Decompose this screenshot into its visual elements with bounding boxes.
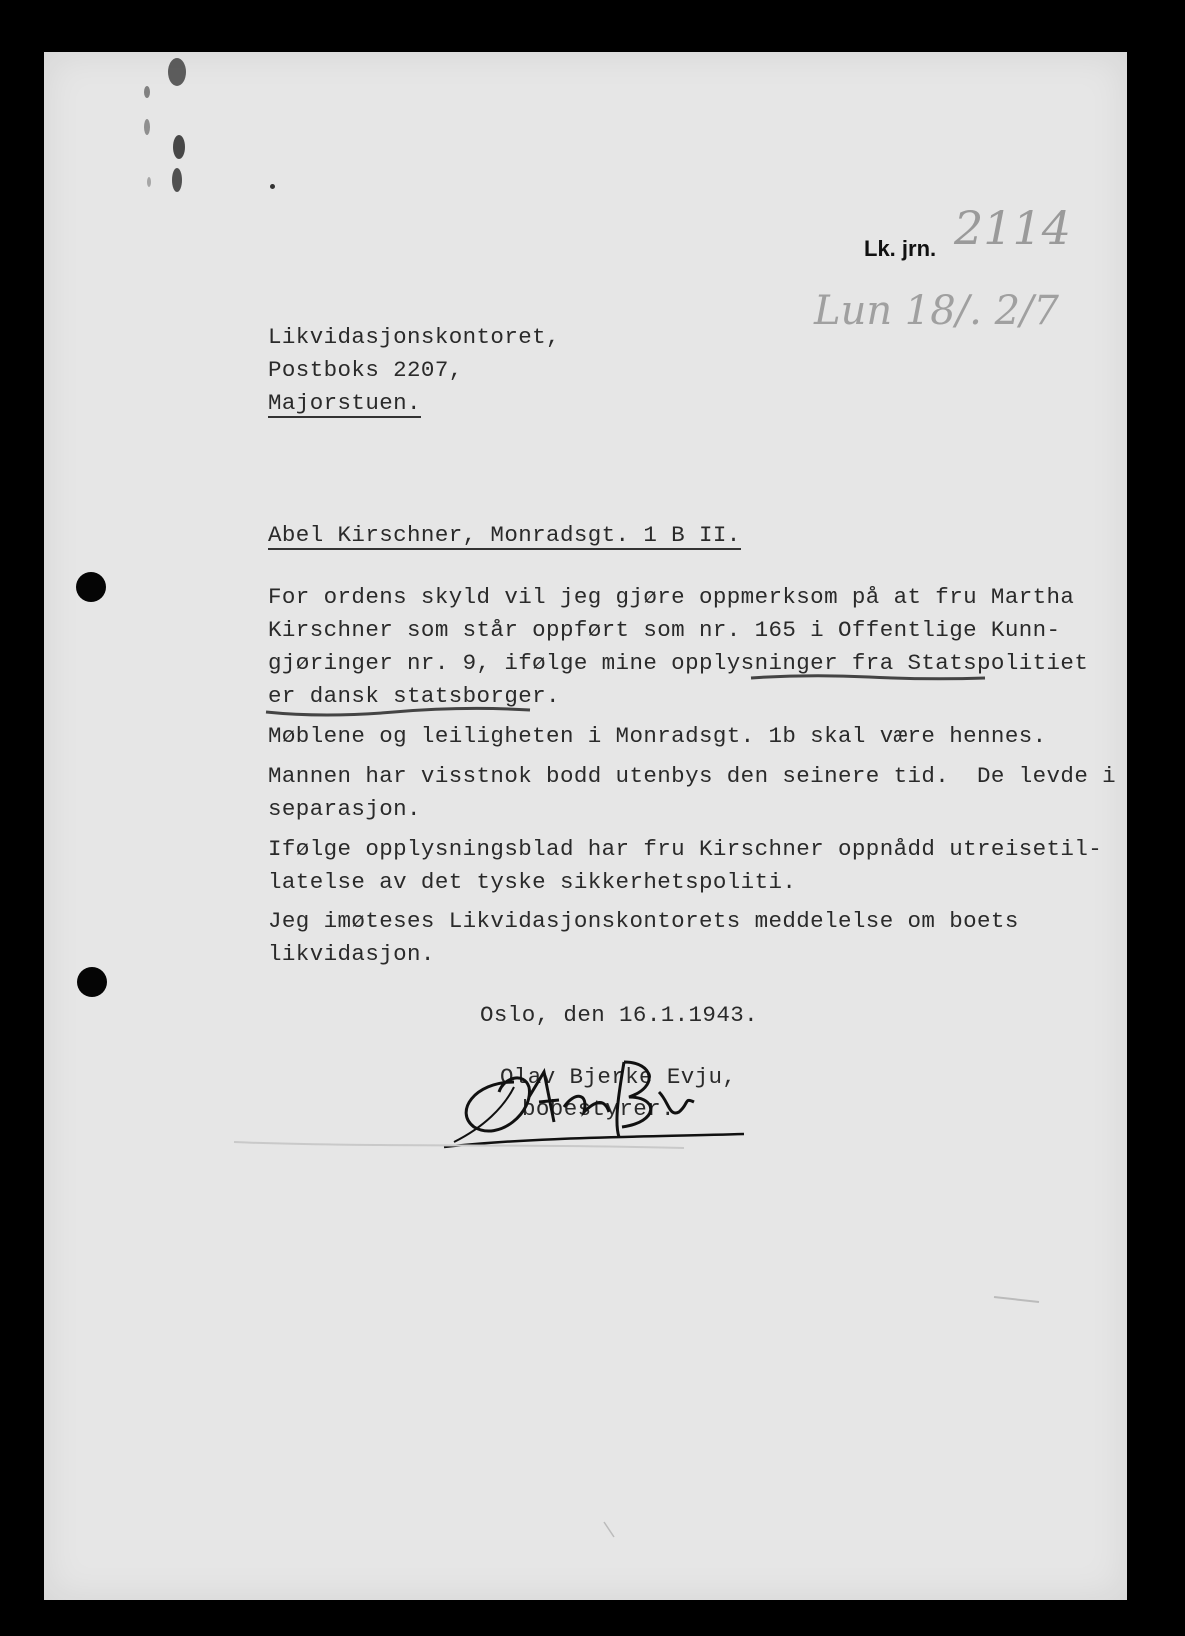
body-p1-line-1: For ordens skyld vil jeg gjøre oppmerksom på at fru Martha (268, 584, 1075, 610)
body-p5-line-1: Jeg imøteses Likvidasjonskontorets meddelelse om boets (268, 908, 1019, 934)
recipient-line-2: Postboks 2207, (268, 357, 463, 383)
body-p2: Møblene og leiligheten i Monradsgt. 1b skal være hennes. (268, 723, 1047, 749)
punch-hole-bottom (77, 967, 107, 997)
body-p1-line-2: Kirschner som står oppført som nr. 165 i Offentlige Kunn- (268, 617, 1061, 643)
signer-name: Olav Bjerke Evju, (500, 1064, 737, 1090)
journal-stamp: Lk. jrn. (864, 236, 937, 261)
signer-title: bobestyrer. (522, 1096, 675, 1122)
body-p3-line-1: Mannen har visstnok bodd utenbys den seinere tid. De levde i (268, 763, 1117, 789)
document-page (44, 52, 1127, 1600)
handwritten-journal-number (954, 202, 1104, 262)
pencil-underline-1 (749, 672, 989, 684)
place-date: Oslo, den 16.1.1943. (480, 1002, 759, 1028)
recipient-line-1: Likvidasjonskontoret, (268, 324, 560, 350)
svg-text:Lun 18/. 2/7: Lun 18/. 2/7 (814, 288, 1059, 334)
handwritten-note (814, 274, 1059, 344)
smudge-marks (139, 52, 199, 202)
ink-dot (270, 184, 275, 189)
body-p4-line-2: latelse av det tyske sikkerhetspoliti. (268, 869, 797, 895)
body-p5-line-2: likvidasjon. (268, 941, 435, 967)
body-p3-line-2: separasjon. (268, 796, 421, 822)
body-p1-line-3: gjøringer nr. 9, ifølge mine opplysninger fra Statspolitiet (268, 650, 1089, 676)
pencil-underline-2 (264, 704, 534, 718)
svg-text:2114: 2114 (954, 201, 1072, 255)
body-p4-line-1: Ifølge opplysningsblad har fru Kirschner oppnådd utreisetil- (268, 836, 1103, 862)
punch-hole-top (76, 572, 106, 602)
body-p1-line-4: er dansk statsborger. (268, 683, 560, 709)
recipient-line-3: Majorstuen. (268, 390, 421, 416)
faint-marks (144, 952, 1044, 1552)
subject-line: Abel Kirschner, Monradsgt. 1 B II. (268, 522, 741, 548)
